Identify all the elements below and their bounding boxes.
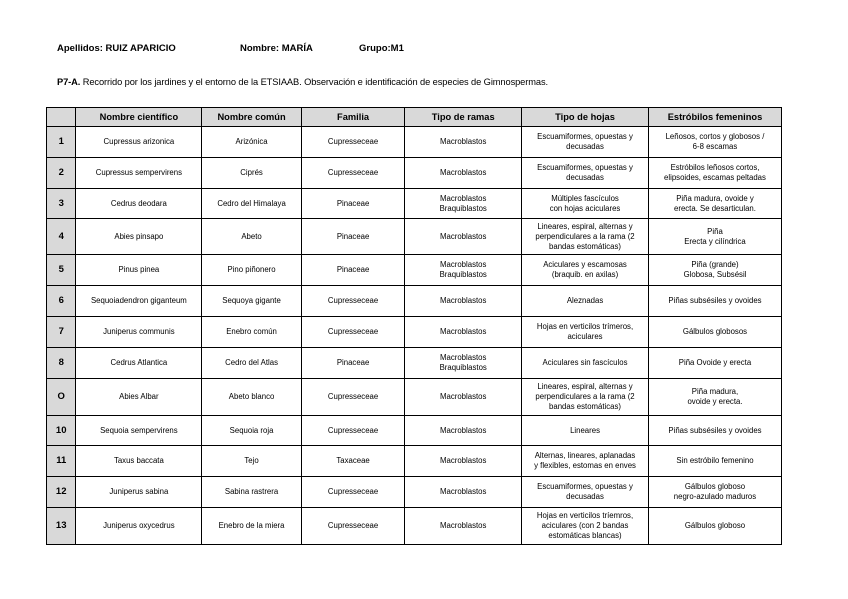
- cell-nombre-comun: Sequoia roja: [202, 416, 301, 446]
- table-row: [47, 158, 782, 189]
- cell-tipo-ramas: Macroblastos: [405, 508, 522, 545]
- cell-estrobilos: Piña (grande) Globosa, Subsésil: [648, 255, 781, 286]
- nombre-label: Nombre: MARÍA: [240, 43, 313, 54]
- cell-tipo-hojas: Hojas en verticilos trímeros, aciculares: [522, 317, 649, 348]
- cell-nombre-cientifico: Juniperus sabina: [76, 477, 202, 508]
- cell-familia: Cupresseceae: [301, 508, 405, 545]
- cell-nombre-cientifico: Cupressus sempervirens: [76, 158, 202, 189]
- table-row: [47, 189, 782, 219]
- practice-code: P7-A.: [57, 77, 81, 87]
- table-row: [47, 446, 782, 477]
- cell-familia: Cupresseceae: [301, 286, 405, 317]
- cell-familia: Pinaceae: [301, 189, 405, 219]
- row-number: 13: [47, 508, 76, 545]
- cell-nombre-comun: Abeto: [202, 219, 301, 255]
- col-header-num: [47, 108, 76, 127]
- col-header-estrobilos: Estróbilos femeninos: [648, 108, 781, 127]
- cell-tipo-hojas: Alternas, lineares, aplanadas y flexibles, estomas en enves: [522, 446, 649, 477]
- cell-tipo-hojas: Lineares, espiral, alternas y perpendiculares a la rama (2 bandas estomáticas): [522, 219, 649, 255]
- cell-estrobilos: Sin estróbilo femenino: [648, 446, 781, 477]
- cell-familia: Cupresseceae: [301, 317, 405, 348]
- practice-description: Recorrido por los jardines y el entorno de la ETSIAAB. Observación e identificación de especies de Gimnospermas.: [80, 77, 548, 87]
- cell-familia: Taxaceae: [301, 446, 405, 477]
- row-number: 11: [47, 446, 76, 477]
- cell-familia: Cupresseceae: [301, 379, 405, 416]
- grupo-label: Grupo:M1: [359, 43, 404, 54]
- cell-tipo-ramas: Macroblastos: [405, 127, 522, 158]
- cell-tipo-ramas: Macroblastos Braquiblastos: [405, 255, 522, 286]
- col-header-comun: Nombre común: [202, 108, 301, 127]
- cell-familia: Cupresseceae: [301, 158, 405, 189]
- table-row: [47, 286, 782, 317]
- cell-nombre-cientifico: Sequoia sempervirens: [76, 416, 202, 446]
- cell-estrobilos: Piña madura, ovoide y erecta.: [648, 379, 781, 416]
- cell-nombre-cientifico: Abies Albar: [76, 379, 202, 416]
- cell-familia: Pinaceae: [301, 219, 405, 255]
- row-number: 10: [47, 416, 76, 446]
- subtitle: [57, 77, 548, 87]
- cell-nombre-cientifico: Juniperus communis: [76, 317, 202, 348]
- cell-tipo-hojas: Lineares, espiral, alternas y perpendiculares a la rama (2 bandas estomáticas): [522, 379, 649, 416]
- row-number: 3: [47, 189, 76, 219]
- cell-nombre-comun: Sequoya gigante: [202, 286, 301, 317]
- cell-estrobilos: Piña Ovoide y erecta: [648, 348, 781, 379]
- cell-familia: Pinaceae: [301, 348, 405, 379]
- cell-nombre-cientifico: Cedrus Atlantica: [76, 348, 202, 379]
- cell-tipo-hojas: Aleznadas: [522, 286, 649, 317]
- table-row: [47, 127, 782, 158]
- cell-tipo-hojas: Aciculares sin fascículos: [522, 348, 649, 379]
- cell-nombre-comun: Tejo: [202, 446, 301, 477]
- cell-tipo-hojas: Escuamiformes, opuestas y decusadas: [522, 477, 649, 508]
- cell-estrobilos: Gálbulos globoso: [648, 508, 781, 545]
- apellidos-label: Apellidos: RUIZ APARICIO: [57, 43, 176, 54]
- cell-tipo-ramas: Macroblastos: [405, 416, 522, 446]
- cell-nombre-comun: Arizónica: [202, 127, 301, 158]
- cell-tipo-ramas: Macroblastos: [405, 446, 522, 477]
- cell-tipo-ramas: Macroblastos: [405, 286, 522, 317]
- row-number: 1: [47, 127, 76, 158]
- cell-estrobilos: Piña madura, ovoide y erecta. Se desarticulan.: [648, 189, 781, 219]
- cell-tipo-hojas: Escuamiformes, opuestas y decusadas: [522, 127, 649, 158]
- table-row: [47, 379, 782, 416]
- cell-estrobilos: Piña Erecta y cilíndrica: [648, 219, 781, 255]
- table-header-row: [47, 108, 782, 127]
- row-number: 4: [47, 219, 76, 255]
- col-header-hojas: Tipo de hojas: [522, 108, 649, 127]
- cell-nombre-cientifico: Cupressus arizonica: [76, 127, 202, 158]
- cell-nombre-comun: Cedro del Himalaya: [202, 189, 301, 219]
- cell-nombre-comun: Pino piñonero: [202, 255, 301, 286]
- cell-tipo-ramas: Macroblastos: [405, 379, 522, 416]
- row-number: 8: [47, 348, 76, 379]
- col-header-ramas: Tipo de ramas: [405, 108, 522, 127]
- row-number: 12: [47, 477, 76, 508]
- table-row: [47, 219, 782, 255]
- cell-tipo-hojas: Lineares: [522, 416, 649, 446]
- cell-estrobilos: Gálbulos globosos: [648, 317, 781, 348]
- row-number: 2: [47, 158, 76, 189]
- cell-nombre-cientifico: Taxus baccata: [76, 446, 202, 477]
- cell-tipo-hojas: Hojas en verticilos tríemros, aciculares (con 2 bandas estomáticas blancas): [522, 508, 649, 545]
- col-header-familia: Familia: [301, 108, 405, 127]
- row-number: O: [47, 379, 76, 416]
- row-number: 5: [47, 255, 76, 286]
- cell-tipo-ramas: Macroblastos Braquiblastos: [405, 189, 522, 219]
- cell-nombre-cientifico: Juniperus oxycedrus: [76, 508, 202, 545]
- cell-tipo-hojas: Aciculares y escamosas (braquib. en axilas): [522, 255, 649, 286]
- cell-nombre-comun: Abeto blanco: [202, 379, 301, 416]
- cell-tipo-ramas: Macroblastos: [405, 477, 522, 508]
- cell-tipo-ramas: Macroblastos: [405, 158, 522, 189]
- cell-familia: Cupresseceae: [301, 477, 405, 508]
- cell-tipo-ramas: Macroblastos: [405, 219, 522, 255]
- cell-nombre-cientifico: Sequoiadendron giganteum: [76, 286, 202, 317]
- table-row: [47, 508, 782, 545]
- cell-nombre-cientifico: Abies pinsapo: [76, 219, 202, 255]
- cell-nombre-cientifico: Cedrus deodara: [76, 189, 202, 219]
- table-row: [47, 348, 782, 379]
- cell-estrobilos: Gálbulos globoso negro-azulado maduros: [648, 477, 781, 508]
- cell-familia: Pinaceae: [301, 255, 405, 286]
- cell-familia: Cupresseceae: [301, 416, 405, 446]
- cell-nombre-comun: Enebro común: [202, 317, 301, 348]
- row-number: 7: [47, 317, 76, 348]
- cell-nombre-comun: Ciprés: [202, 158, 301, 189]
- cell-nombre-comun: Cedro del Atlas: [202, 348, 301, 379]
- cell-estrobilos: Leñosos, cortos y globosos / 6-8 escamas: [648, 127, 781, 158]
- cell-estrobilos: Piñas subsésiles y ovoides: [648, 286, 781, 317]
- row-number: 6: [47, 286, 76, 317]
- cell-nombre-comun: Sabina rastrera: [202, 477, 301, 508]
- table-row: [47, 317, 782, 348]
- col-header-cientifico: Nombre científico: [76, 108, 202, 127]
- cell-tipo-hojas: Escuamiformes, opuestas y decusadas: [522, 158, 649, 189]
- table-row: [47, 416, 782, 446]
- table-row: [47, 477, 782, 508]
- cell-nombre-comun: Enebro de la miera: [202, 508, 301, 545]
- cell-tipo-hojas: Múltiples fascículos con hojas aciculares: [522, 189, 649, 219]
- table-body: [47, 127, 782, 545]
- cell-tipo-ramas: Macroblastos Braquiblastos: [405, 348, 522, 379]
- cell-nombre-cientifico: Pinus pinea: [76, 255, 202, 286]
- table-row: [47, 255, 782, 286]
- species-table: [46, 107, 782, 545]
- cell-familia: Cupresseceae: [301, 127, 405, 158]
- cell-estrobilos: Estróbilos leñosos cortos, elipsoides, escamas peltadas: [648, 158, 781, 189]
- cell-estrobilos: Piñas subsésiles y ovoides: [648, 416, 781, 446]
- cell-tipo-ramas: Macroblastos: [405, 317, 522, 348]
